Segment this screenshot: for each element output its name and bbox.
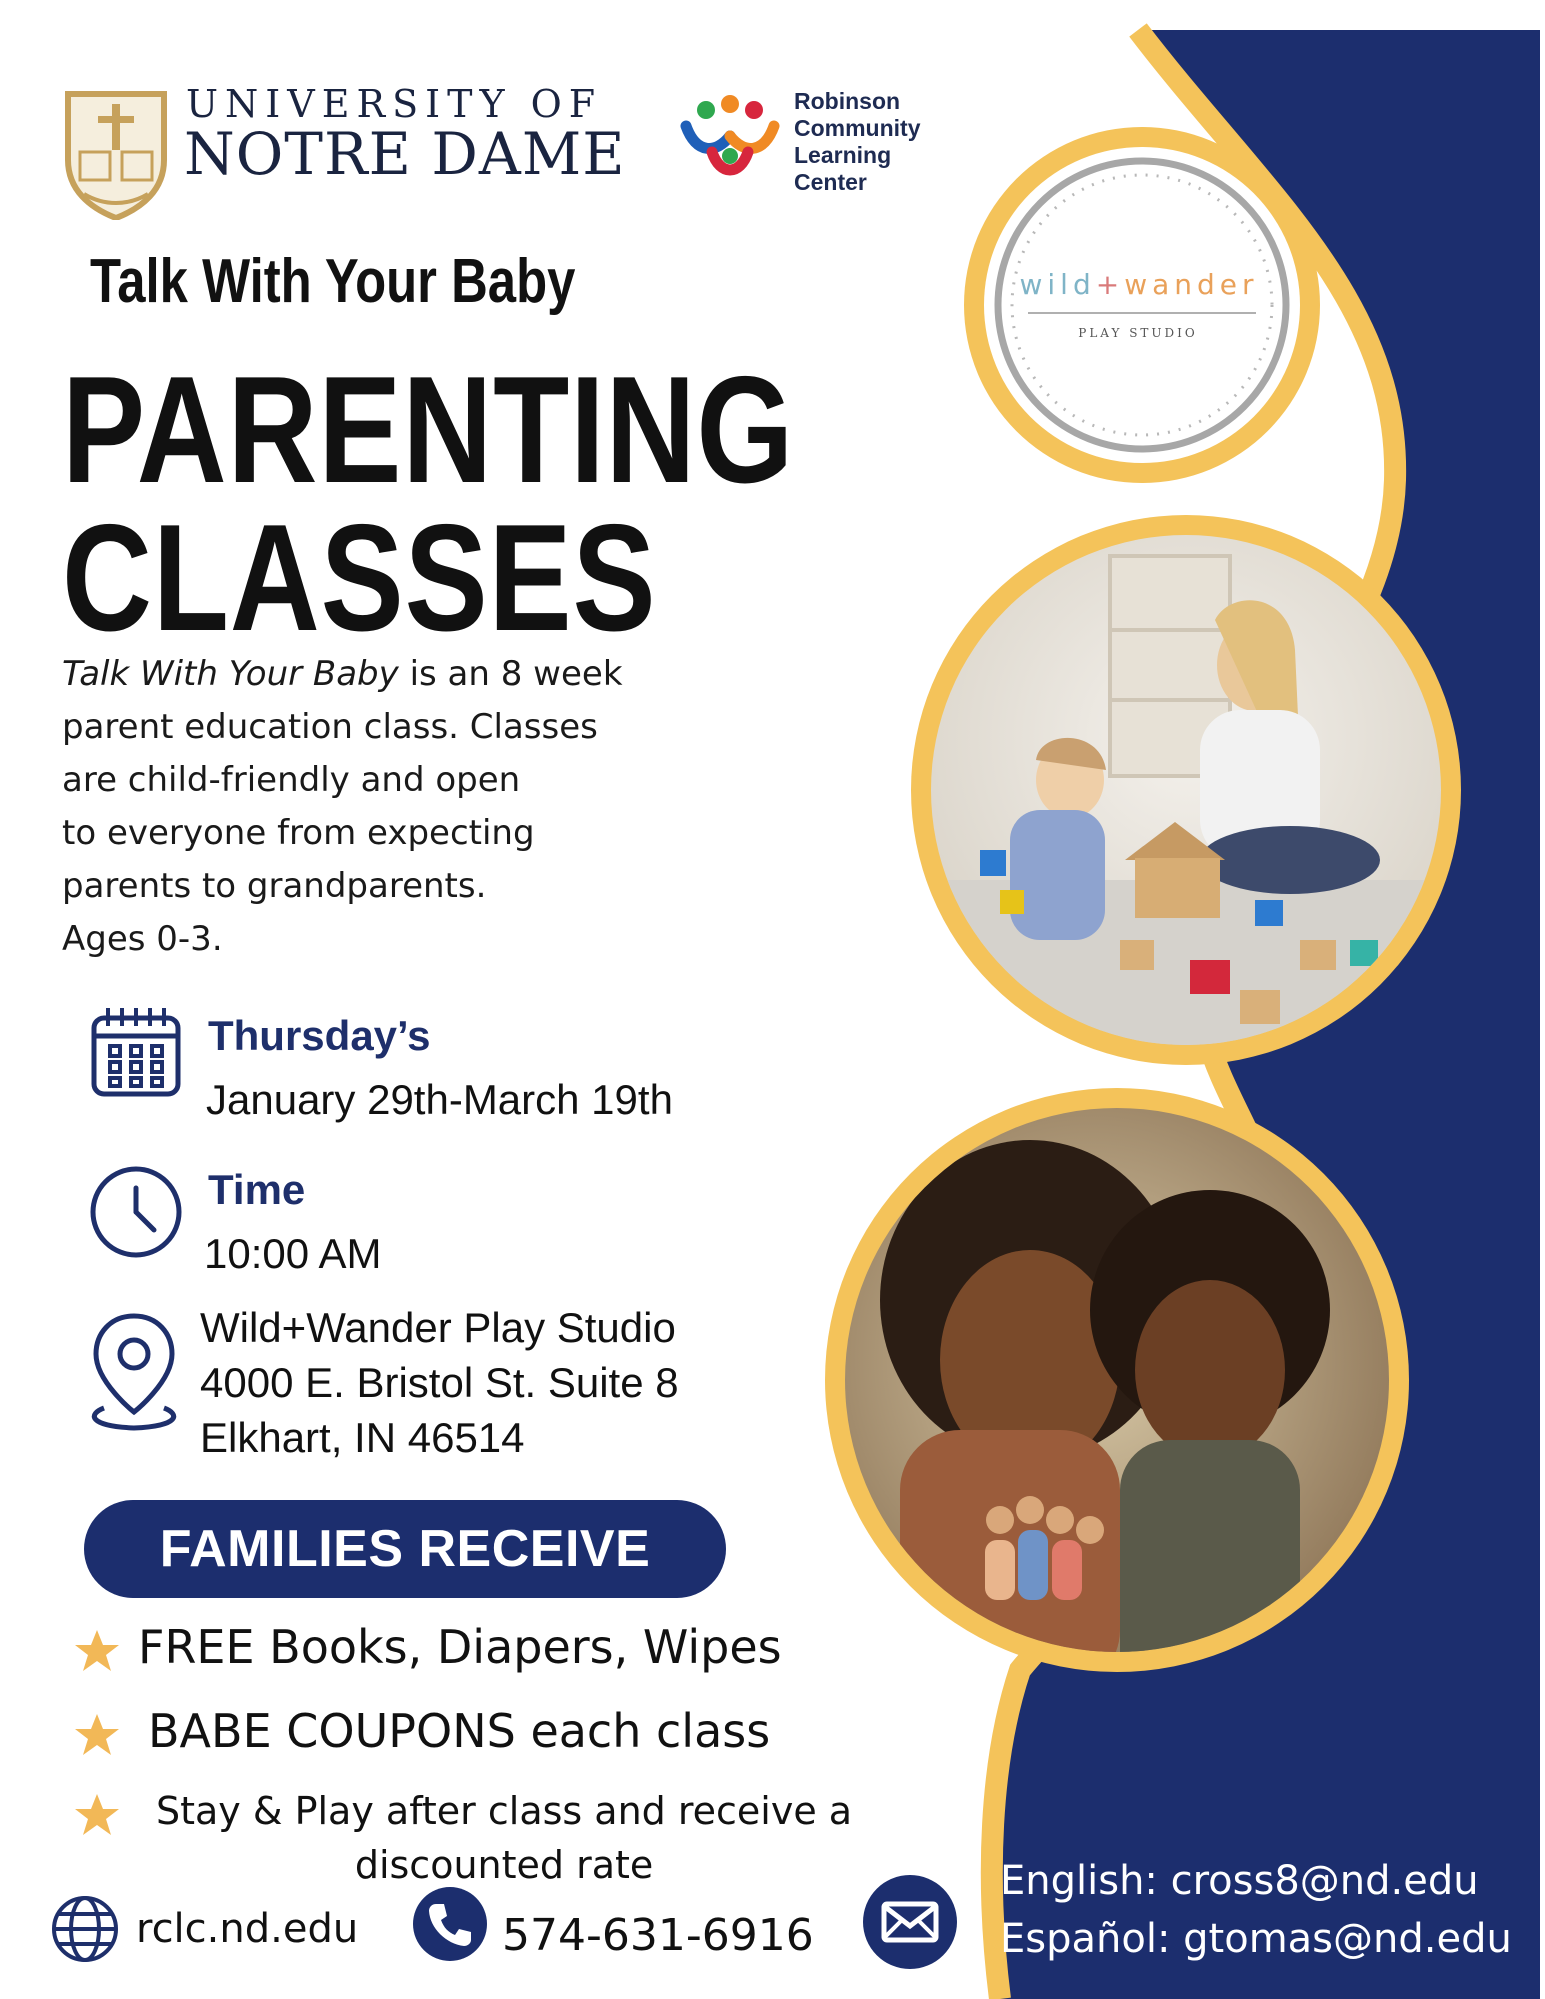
studio-name-wild: wild [1019,268,1096,301]
nd-name-line2: NOTRE DAME [184,120,626,188]
contact-emails [1000,1852,1512,1968]
studio-logo-name [1010,268,1268,301]
description-line: Ages 0-3. [62,919,223,959]
address-line: Elkhart, IN 46514 [200,1414,525,1461]
description-text: is an 8 week [398,654,623,694]
benefit-item [156,1784,852,1892]
notre-dame-seal-icon [64,90,168,220]
description-line: parent education class. Classes [62,707,598,747]
description-line [62,648,702,701]
rclc-line: Center [794,169,867,195]
class-time: 10:00 AM [204,1230,382,1277]
description-line: parents to grandparents. [62,866,487,906]
address-line: 4000 E. Bristol St. Suite 8 [200,1359,679,1406]
benefit-item: FREE Books, Diapers, Wipes [138,1620,782,1674]
families-receive-banner [84,1500,726,1598]
rclc-logo-text [794,88,921,196]
day-label: Thursday’s [208,1012,431,1059]
mail-icon [862,1874,958,1970]
time-label: Time [208,1166,306,1213]
location-address [200,1300,679,1465]
phone-number[interactable]: 574-631-6916 [502,1910,814,1961]
benefit-line: Stay & Play after class and receive a [156,1789,853,1833]
banner-label: FAMILIES RECEIVE [159,1520,651,1578]
program-description [62,648,702,966]
title-line: CLASSES [62,493,657,663]
address-line: Wild+Wander Play Studio [200,1304,676,1351]
benefit-item: BABE COUPONS each class [148,1704,771,1758]
description-line: are child-friendly and open [62,760,521,800]
email-spanish[interactable]: Español: gtomas@nd.edu [1000,1916,1512,1962]
phone-icon [412,1886,488,1962]
clock-icon [88,1164,184,1260]
title-line: PARENTING [62,345,795,515]
rclc-people-icon [676,92,784,184]
email-english[interactable]: English: cross8@nd.edu [1000,1858,1479,1904]
star-icon [74,1792,120,1838]
nd-name-line1: UNIVERSITY OF [186,82,603,126]
location-pin-icon [82,1308,186,1436]
studio-logo-subtitle: PLAY STUDIO [1078,326,1198,340]
website-link[interactable]: rclc.nd.edu [136,1906,359,1952]
benefit-line: discounted rate [354,1843,654,1887]
studio-name-plus: + [1095,268,1125,301]
program-subtitle: Talk With Your Baby [90,247,576,316]
description-line: to everyone from expecting [62,813,535,853]
rclc-line: Learning [794,142,892,168]
star-icon [74,1712,120,1758]
rclc-line: Robinson [794,88,901,114]
globe-icon [50,1894,120,1964]
date-range: January 29th-March 19th [206,1076,673,1123]
description-italic: Talk With Your Baby [62,654,399,694]
star-icon [74,1628,120,1674]
calendar-icon [88,1004,184,1100]
studio-name-wander: wander [1124,268,1259,301]
rclc-line: Community [794,115,921,141]
page-title [62,345,795,663]
